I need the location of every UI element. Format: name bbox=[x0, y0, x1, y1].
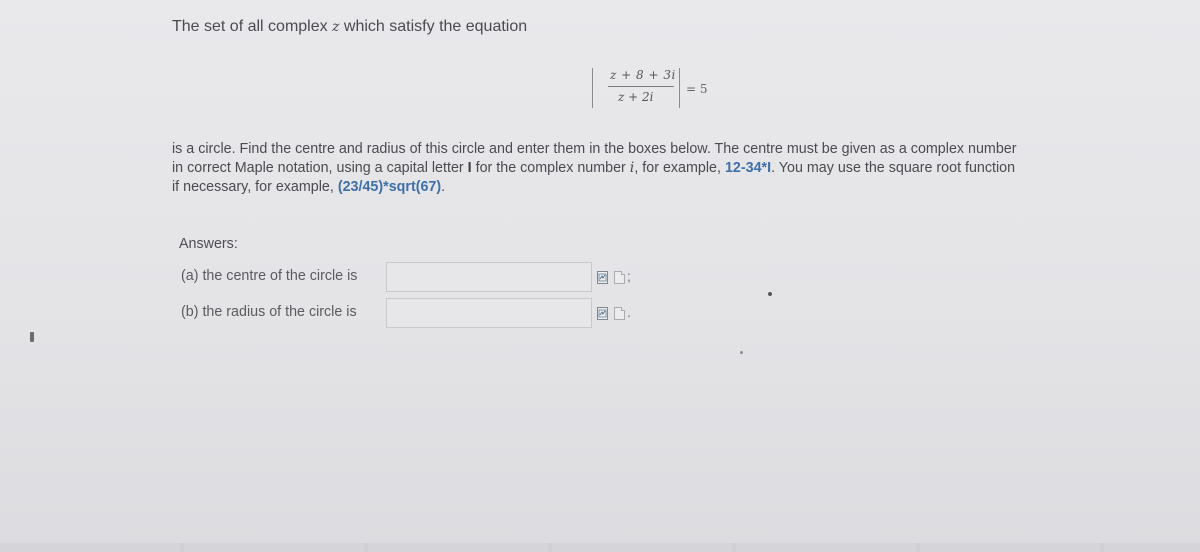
centre-input[interactable] bbox=[386, 262, 592, 292]
radius-label: (b) the radius of the circle is bbox=[181, 304, 357, 320]
screen-speck bbox=[768, 292, 772, 296]
imaginary-unit: i bbox=[629, 160, 635, 176]
intro-text: The set of all complex bbox=[172, 18, 328, 35]
help-icon[interactable] bbox=[614, 307, 625, 320]
centre-label: (a) the centre of the circle is bbox=[181, 268, 358, 284]
screen-mark bbox=[30, 332, 34, 342]
equation-rhs: = 5 bbox=[686, 82, 708, 96]
screen-speck bbox=[740, 351, 743, 354]
description-line-2: in correct Maple notation, using a capital letter I for the complex number i, for example, 12-34*I. You may use the square root function bbox=[172, 160, 1016, 176]
capital-i: I bbox=[467, 160, 472, 176]
radius-input[interactable] bbox=[386, 298, 592, 328]
intro-variable: z bbox=[332, 19, 340, 35]
equation-numerator: z + 8 + 3i bbox=[610, 68, 676, 82]
answer-row-radius bbox=[179, 298, 659, 330]
intro-suffix: which satisfy the equation bbox=[343, 18, 528, 35]
example-complex: 12-34*I bbox=[724, 160, 772, 176]
preview-icon[interactable] bbox=[597, 307, 608, 320]
question-description bbox=[172, 140, 1132, 197]
preview-icon[interactable] bbox=[597, 271, 608, 284]
question-intro bbox=[172, 18, 527, 36]
example-sqrt: (23/45)*sqrt(67) bbox=[337, 179, 442, 195]
equation-denominator: z + 2i bbox=[618, 90, 654, 104]
bottom-edge bbox=[0, 543, 1200, 552]
answer-row-centre bbox=[179, 262, 659, 294]
description-line-3: if necessary, for example, (23/45)*sqrt(67). bbox=[172, 179, 446, 195]
answers-label: Answers: bbox=[179, 236, 238, 252]
centre-punct: ; bbox=[627, 268, 631, 284]
description-line-1: is a circle. Find the centre and radius of this circle and enter them in the boxes below. The centre must be given as a complex number bbox=[172, 141, 1017, 157]
radius-punct: . bbox=[627, 304, 631, 320]
help-icon[interactable] bbox=[614, 271, 625, 284]
fraction-bar bbox=[608, 86, 674, 87]
